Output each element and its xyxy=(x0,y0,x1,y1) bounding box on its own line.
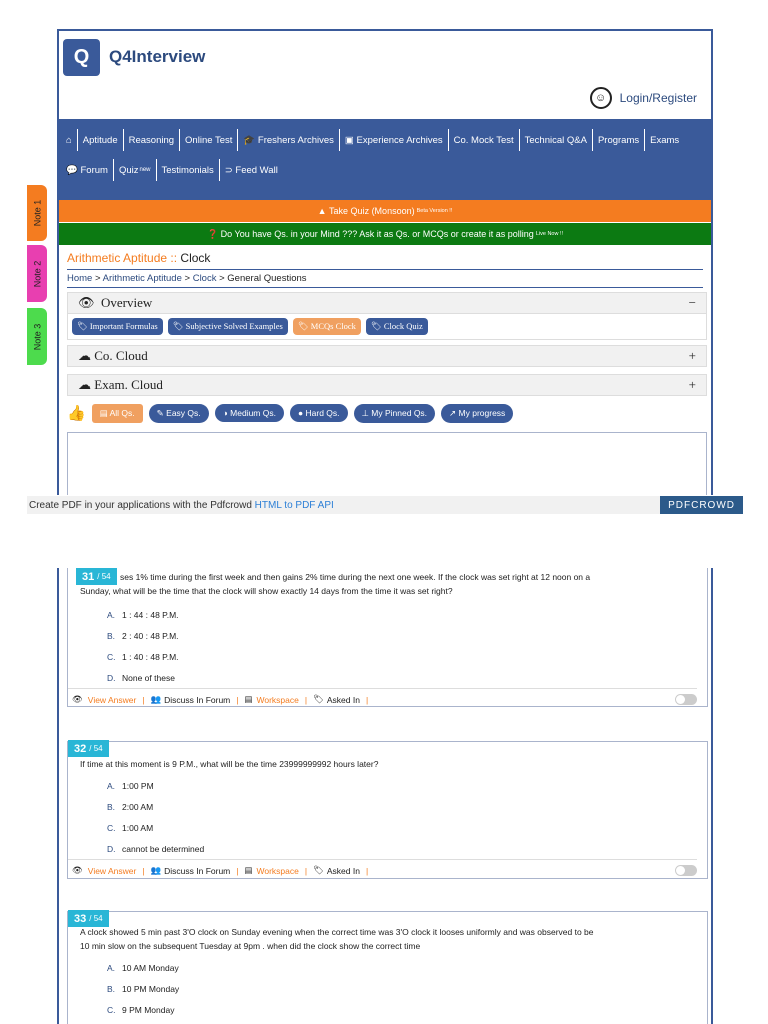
question-circle-icon: ❓ xyxy=(206,228,219,239)
bomb-icon: ● xyxy=(297,408,304,418)
thumbs-up-icon: 👍 xyxy=(67,405,86,422)
brand-name[interactable]: Q4Interview xyxy=(109,47,206,66)
option-text: None of these xyxy=(122,672,175,683)
logo-icon[interactable]: Q xyxy=(63,39,100,76)
question-text: Sunday, what will be the time that the clock will show exactly 14 days from the time it was set right? xyxy=(80,586,453,596)
eye-icon: 👁 xyxy=(72,865,83,875)
nav-co-mock-test[interactable]: Co. Mock Test xyxy=(449,129,520,151)
live-badge: Live Now !! xyxy=(535,231,564,237)
separator: | xyxy=(236,694,239,705)
question-total: / 54 xyxy=(89,914,103,923)
file-icon: ▤ xyxy=(244,865,253,875)
option-d[interactable] xyxy=(107,838,707,859)
option-letter: C. xyxy=(107,822,116,833)
rss-icon: ⊃ xyxy=(224,164,233,176)
graduation-cap-icon: 🎓 xyxy=(243,134,256,146)
nav-exams[interactable]: Exams xyxy=(650,134,680,146)
filter-medium-questions[interactable] xyxy=(215,404,284,422)
question-text: A clock showed 5 min past 3'O clock on Sunday evening when the correct time was 3'O clock it looses uniformly and was observed to be xyxy=(80,927,594,937)
option-c[interactable] xyxy=(107,646,707,667)
filter-pinned-questions[interactable] xyxy=(354,404,436,423)
view-answer-link[interactable]: View Answer xyxy=(87,694,137,705)
expand-icon[interactable]: + xyxy=(688,348,696,363)
note-2-label: Note 2 xyxy=(32,260,42,287)
option-text: 10 AM Monday xyxy=(122,962,179,973)
option-letter: B. xyxy=(107,983,116,994)
question-card xyxy=(67,741,708,879)
user-avatar-icon[interactable]: ☺ xyxy=(590,87,612,109)
discuss-forum-link[interactable]: Discuss In Forum xyxy=(164,694,231,705)
overview-title: Overview xyxy=(101,295,153,310)
question-number-badge xyxy=(68,740,109,757)
workspace-link[interactable]: Workspace xyxy=(256,694,299,705)
option-c[interactable] xyxy=(107,817,707,838)
nav-testimonials[interactable]: Testimonials xyxy=(157,159,220,181)
ask-question-banner[interactable] xyxy=(59,223,711,245)
question-total: / 54 xyxy=(89,744,103,753)
mcqs-clock-link[interactable]: 🏷 MCQs Clock xyxy=(293,318,361,335)
option-text: 1:00 PM xyxy=(122,780,154,791)
option-b[interactable] xyxy=(107,796,707,817)
question-number: 31 xyxy=(82,570,95,583)
eye-icon: 👁 xyxy=(72,694,83,704)
option-letter: A. xyxy=(107,609,116,620)
nav-reasoning[interactable]: Reasoning xyxy=(124,129,180,151)
page-title-topic: Clock xyxy=(180,251,211,265)
overview-panel-body xyxy=(67,314,707,340)
breadcrumb-sep: > xyxy=(92,273,103,284)
pill-label: Subjective Solved Examples xyxy=(185,321,283,331)
expand-icon[interactable]: + xyxy=(688,377,696,392)
option-letter: C. xyxy=(107,1004,116,1015)
option-b[interactable] xyxy=(107,978,707,999)
pdfcrowd-link[interactable]: HTML to PDF API xyxy=(254,499,334,511)
question-text: If time at this moment is 9 P.M., what will be the time 23999999992 hours later? xyxy=(80,759,379,769)
cloud-icon: ☁ xyxy=(78,377,91,392)
file-icon: ▤ xyxy=(244,694,253,704)
separator: | xyxy=(304,694,308,705)
option-text: 1 : 44 : 48 P.M. xyxy=(122,609,179,620)
option-text: 9 PM Monday xyxy=(122,1004,175,1015)
question-number: 33 xyxy=(74,912,87,925)
new-badge: new xyxy=(139,167,151,173)
filter-easy-questions[interactable] xyxy=(149,404,209,423)
beta-badge: Beta Version !! xyxy=(416,208,453,214)
separator: | xyxy=(142,694,145,705)
option-letter: D. xyxy=(107,672,116,683)
nav-forum-label: Forum xyxy=(80,164,108,176)
pdfcrowd-button[interactable]: PDFCROWD xyxy=(660,496,743,514)
filter-label: All Qs. xyxy=(109,407,135,418)
question-total: / 54 xyxy=(97,572,111,581)
co-cloud-title: Co. Cloud xyxy=(94,348,148,363)
note-1-tab[interactable] xyxy=(27,185,47,241)
page-title-category: Arithmetic Aptitude :: xyxy=(67,251,178,265)
users-icon: 👥 xyxy=(150,865,162,875)
filter-label: Hard Qs. xyxy=(305,408,340,418)
breadcrumb-sep: > xyxy=(216,273,228,284)
nav-technical-qa[interactable]: Technical Q&A xyxy=(520,129,593,151)
warning-icon: ▲ xyxy=(317,206,327,216)
question-card xyxy=(67,911,708,1024)
nav-forum[interactable] xyxy=(61,159,114,181)
note-1-label: Note 1 xyxy=(32,199,42,227)
nav-row-1 xyxy=(59,125,711,155)
nav-quiz[interactable] xyxy=(114,159,157,181)
home-icon: ⌂ xyxy=(66,134,72,146)
subjective-solved-examples-link[interactable]: 🏷 Subjective Solved Examples xyxy=(168,318,288,335)
toggle-switch[interactable] xyxy=(675,694,697,705)
co-cloud-panel-header[interactable] xyxy=(67,345,707,367)
content-placeholder-box xyxy=(67,432,707,495)
option-text: cannot be determined xyxy=(122,843,205,854)
list-icon: ▤ xyxy=(99,407,108,418)
nav-feed-wall-label: Feed Wall xyxy=(235,164,278,176)
separator: | xyxy=(304,865,308,876)
main-container xyxy=(57,29,713,495)
note-3-tab[interactable] xyxy=(27,308,47,365)
option-a[interactable] xyxy=(107,775,707,796)
option-letter: D. xyxy=(107,843,116,854)
pill-label: MCQs Clock xyxy=(310,321,356,331)
ask-question-text: Do You have Qs. in your Mind ??? Ask it as Qs. or MCQs or create it as polling xyxy=(220,229,534,239)
filter-all-questions[interactable] xyxy=(92,404,143,423)
login-register-link[interactable]: Login/Register xyxy=(619,91,697,105)
option-letter: A. xyxy=(107,962,116,973)
note-3-label: Note 3 xyxy=(32,323,42,350)
filter-my-progress[interactable] xyxy=(441,404,513,423)
breadcrumb xyxy=(67,269,703,288)
cloud-icon: ☁ xyxy=(78,348,91,363)
view-answer-link[interactable]: View Answer xyxy=(87,865,137,876)
option-letter: B. xyxy=(107,801,116,812)
tag-icon: 🏷 xyxy=(313,694,324,704)
question-number-badge xyxy=(76,568,117,585)
breadcrumb-home[interactable]: Home xyxy=(67,273,93,284)
tag-icon: 🏷 xyxy=(313,865,324,875)
exam-cloud-title: Exam. Cloud xyxy=(94,377,163,392)
header xyxy=(59,31,711,83)
option-letter: C. xyxy=(107,651,116,662)
important-formulas-link[interactable]: 🏷 Important Formulas xyxy=(72,318,163,335)
asked-in-link[interactable]: Asked In xyxy=(326,865,360,876)
question-actions xyxy=(68,859,697,881)
nav-row-2 xyxy=(59,155,711,185)
option-b[interactable] xyxy=(107,625,707,646)
option-c[interactable] xyxy=(107,999,707,1020)
question-actions xyxy=(68,688,697,710)
separator: | xyxy=(365,865,369,876)
option-text: 2 : 40 : 48 P.M. xyxy=(122,630,179,641)
separator: | xyxy=(236,865,239,876)
option-text: 2:00 AM xyxy=(122,801,154,812)
exam-cloud-panel-header[interactable] xyxy=(67,374,707,396)
line-chart-icon: ↗ xyxy=(449,407,457,418)
half-circle-icon: ◑ xyxy=(222,408,228,418)
filter-label: My progress xyxy=(458,407,506,418)
pencil-icon: ✎ xyxy=(156,407,164,418)
pdfcrowd-prefix: Create PDF in your applications with the Pdfcrowd xyxy=(29,499,255,511)
option-letter: B. xyxy=(107,630,116,641)
pill-label: Clock Quiz xyxy=(383,321,423,331)
asked-in-link[interactable]: Asked In xyxy=(326,694,360,705)
nav-online-test[interactable]: Online Test xyxy=(180,129,238,151)
pdfcrowd-footer xyxy=(27,496,743,514)
page-title xyxy=(59,245,711,267)
overview-panel-header[interactable] xyxy=(67,292,707,314)
option-text: 10 PM Monday xyxy=(122,983,180,994)
nav-feed-wall[interactable] xyxy=(220,159,283,181)
separator: | xyxy=(142,865,145,876)
filter-hard-questions[interactable] xyxy=(290,404,348,422)
breadcrumb-sep: > xyxy=(181,273,193,284)
question-number-badge xyxy=(68,910,109,927)
take-quiz-banner[interactable] xyxy=(59,200,711,222)
comments-icon: 💬 xyxy=(66,164,78,176)
nav-experience-label: Experience Archives xyxy=(356,134,443,146)
option-text: 1 : 40 : 48 P.M. xyxy=(122,651,179,662)
filter-bar xyxy=(67,402,707,424)
nav-quiz-label: Quiz xyxy=(118,164,139,176)
option-text: 1:00 AM xyxy=(122,822,154,833)
option-d[interactable] xyxy=(107,667,707,688)
book-icon: ▣ xyxy=(344,134,354,146)
option-letter: A. xyxy=(107,780,116,791)
pin-icon: ⊥ xyxy=(361,407,369,418)
workspace-link[interactable]: Workspace xyxy=(256,865,299,876)
nav-freshers-label: Freshers Archives xyxy=(257,134,334,146)
pill-label: Important Formulas xyxy=(89,321,158,331)
note-2-tab[interactable] xyxy=(27,245,47,302)
breadcrumb-current: General Questions xyxy=(227,273,307,284)
nav-home[interactable] xyxy=(61,129,78,151)
eye-icon: 👁 xyxy=(78,295,95,310)
separator: | xyxy=(365,694,369,705)
users-icon: 👥 xyxy=(150,694,162,704)
nav-experience-archives[interactable] xyxy=(340,129,449,151)
toggle-switch[interactable] xyxy=(675,865,697,876)
collapse-icon[interactable]: − xyxy=(688,295,696,310)
question-text: ses 1% time during the first week and then gains 2% time during the next one week. If the clock was set right at 12 noon on a xyxy=(120,572,591,582)
pdfcrowd-text xyxy=(27,500,334,511)
question-number: 32 xyxy=(74,742,87,755)
filter-label: Medium Qs. xyxy=(230,408,276,418)
option-a[interactable] xyxy=(107,604,707,625)
option-a[interactable] xyxy=(107,957,707,978)
take-quiz-text: Take Quiz (Monsoon) xyxy=(329,206,415,216)
clock-quiz-link[interactable]: 🏷 Clock Quiz xyxy=(366,318,428,335)
breadcrumb-topic[interactable]: Clock xyxy=(192,273,217,284)
nav-freshers-archives[interactable] xyxy=(238,129,340,151)
main-nav xyxy=(59,119,711,200)
nav-programs[interactable]: Programs xyxy=(593,129,645,151)
question-card xyxy=(67,568,708,707)
login-row xyxy=(59,83,711,113)
filter-label: My Pinned Qs. xyxy=(371,407,428,418)
breadcrumb-category[interactable]: Arithmetic Aptitude xyxy=(102,273,182,284)
nav-aptitude[interactable]: Aptitude xyxy=(78,129,124,151)
question-text: 10 min slow on the subsequent Tuesday at 9pm . when did the clock show the correct time xyxy=(80,941,421,951)
filter-label: Easy Qs. xyxy=(166,407,201,418)
discuss-forum-link[interactable]: Discuss In Forum xyxy=(164,865,231,876)
